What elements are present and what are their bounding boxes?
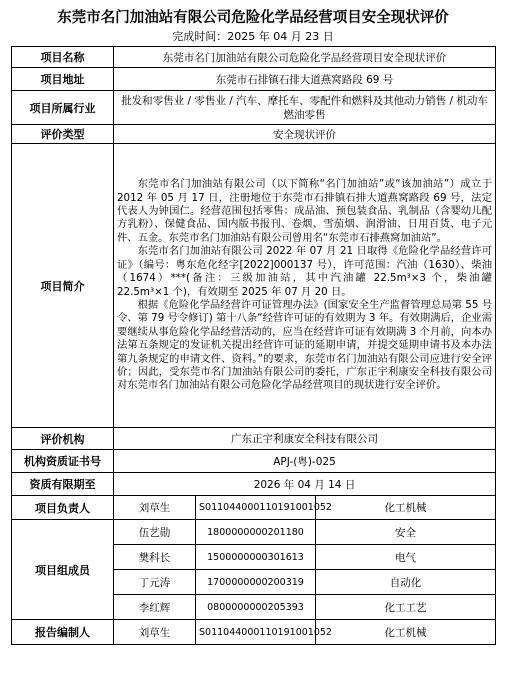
- industry-label: 项目所属行业: [12, 91, 114, 125]
- cert-no-value: APJ-(粤)-025: [114, 450, 496, 473]
- intro-paragraph: 根据《危险化学品经营许可证管理办法》(国家安全生产监督管理总局第 55 号令、第 79 号令修订) 第十八条“经营许可证的有效期为 3 年。有效期满后，企业需要继续从事危险化学品经营活动的，应当在经营许可证有效期满 3 个月前，向本办法第五条规定的发证机关提出经营许可证的延期申请，并提交延期申请书及本办法第九条规定的申请文件、资料。”的要求，东莞市名门加油站有限公司应进行安全评价；因此，受东莞市名门加油站有限公司的委托，广东正宇利康安全科技有限公司对东莞市名门加油站有限公司危险化学品经营项目的现状进行安全评价。: [117, 298, 493, 392]
- project-address-label: 项目地址: [12, 68, 114, 91]
- project-name-value: 东莞市名门加油站有限公司危险化学品经营项目安全现状评价: [114, 47, 496, 68]
- intro-content: [114, 144, 496, 428]
- industry-value: 批发和零售业 / 零售业 / 汽车、摩托车、零配件和燃料及其他动力销售 / 机动车燃油零售: [114, 91, 496, 125]
- cert-no-label: 机构资质证书号: [12, 450, 114, 473]
- member-name: 伍艺勋: [114, 520, 196, 545]
- member-specialty: 电气: [316, 545, 496, 570]
- leader-cert: S011044000110191001052: [196, 496, 316, 520]
- report-writer-specialty: 化工机械: [316, 620, 496, 645]
- intro-paragraph: 东莞市名门加油站有限公司（以下简称“名门加油站”或“该加油站”）成立于 2012 年 05 月 17 日，注册地位于东莞市石排镇石排大道燕窝路段 69 号，法定代表人为钟国仁。经营范围包括零售：成品油、预包装食品、乳制品（含婴幼儿配方乳粉）、保健食品、国内版书报刊、卷烟、雪茄烟、润滑油、日用百货、电子元件、五金。东莞市名门加油站有限公司曾用名“东莞市石排燕窝加油站”。: [117, 178, 493, 244]
- intro-paragraph: 东莞市名门加油站有限公司 2022 年 07 月 21 日取得《危险化学品经营许可证》（编号：粤东危化经字[2022]000137 号），许可范围：汽油（1630）、柴油（1674）***(备注：三级加油站，其中汽油罐 22.5m³×3 个，柴油罐 22.5m³×1 个)，有效期至 2025 年 07 月 20 日。: [117, 245, 493, 298]
- report-writer-label: 报告编制人: [12, 620, 114, 645]
- eval-org-value: 广东正宇利康安全科技有限公司: [114, 428, 496, 450]
- member-specialty: 自动化: [316, 570, 496, 595]
- table-row: [12, 125, 496, 144]
- member-specialty: 化工工艺: [316, 595, 496, 620]
- table-row: [12, 428, 496, 450]
- members-label: 项目组成员: [12, 520, 114, 620]
- report-writer-name: 刘草生: [114, 620, 196, 645]
- member-name: 樊科长: [114, 545, 196, 570]
- table-row: [12, 144, 496, 428]
- member-specialty: 安全: [316, 520, 496, 545]
- table-row: [12, 620, 496, 645]
- table-row: [12, 68, 496, 91]
- member-cert: 1700000000200319: [196, 570, 316, 595]
- eval-type-value: 安全现状评价: [114, 125, 496, 144]
- table-row: [12, 473, 496, 496]
- leader-specialty: 化工机械: [316, 496, 496, 520]
- completion-date: 完成时间：2025 年 04 月 23 日: [172, 30, 334, 43]
- member-name: 丁元涛: [114, 570, 196, 595]
- document-title: 东莞市名门加油站有限公司危险化学品经营项目安全现状评价: [57, 10, 449, 26]
- eval-type-label: 评价类型: [12, 125, 114, 144]
- table-row: [12, 520, 496, 545]
- project-address-value: 东莞市石排镇石排大道燕窝路段 69 号: [114, 68, 496, 91]
- member-name: 李红辉: [114, 595, 196, 620]
- table-row: [12, 496, 496, 520]
- cert-expiry-value: 2026 年 04 月 14 日: [114, 473, 496, 496]
- leader-label: 项目负责人: [12, 496, 114, 520]
- member-cert: 1800000000201180: [196, 520, 316, 545]
- member-cert: 0800000000205393: [196, 595, 316, 620]
- evaluation-info-table: [11, 46, 496, 645]
- project-name-label: 项目名称: [12, 47, 114, 68]
- leader-name: 刘草生: [114, 496, 196, 520]
- report-writer-cert: S011044000110191001052: [196, 620, 316, 645]
- table-row: [12, 450, 496, 473]
- cert-expiry-label: 资质有限期至: [12, 473, 114, 496]
- table-row: [12, 91, 496, 125]
- table-row: [12, 47, 496, 68]
- eval-org-label: 评价机构: [12, 428, 114, 450]
- intro-label: 项目简介: [12, 144, 114, 428]
- member-cert: 1500000000301613: [196, 545, 316, 570]
